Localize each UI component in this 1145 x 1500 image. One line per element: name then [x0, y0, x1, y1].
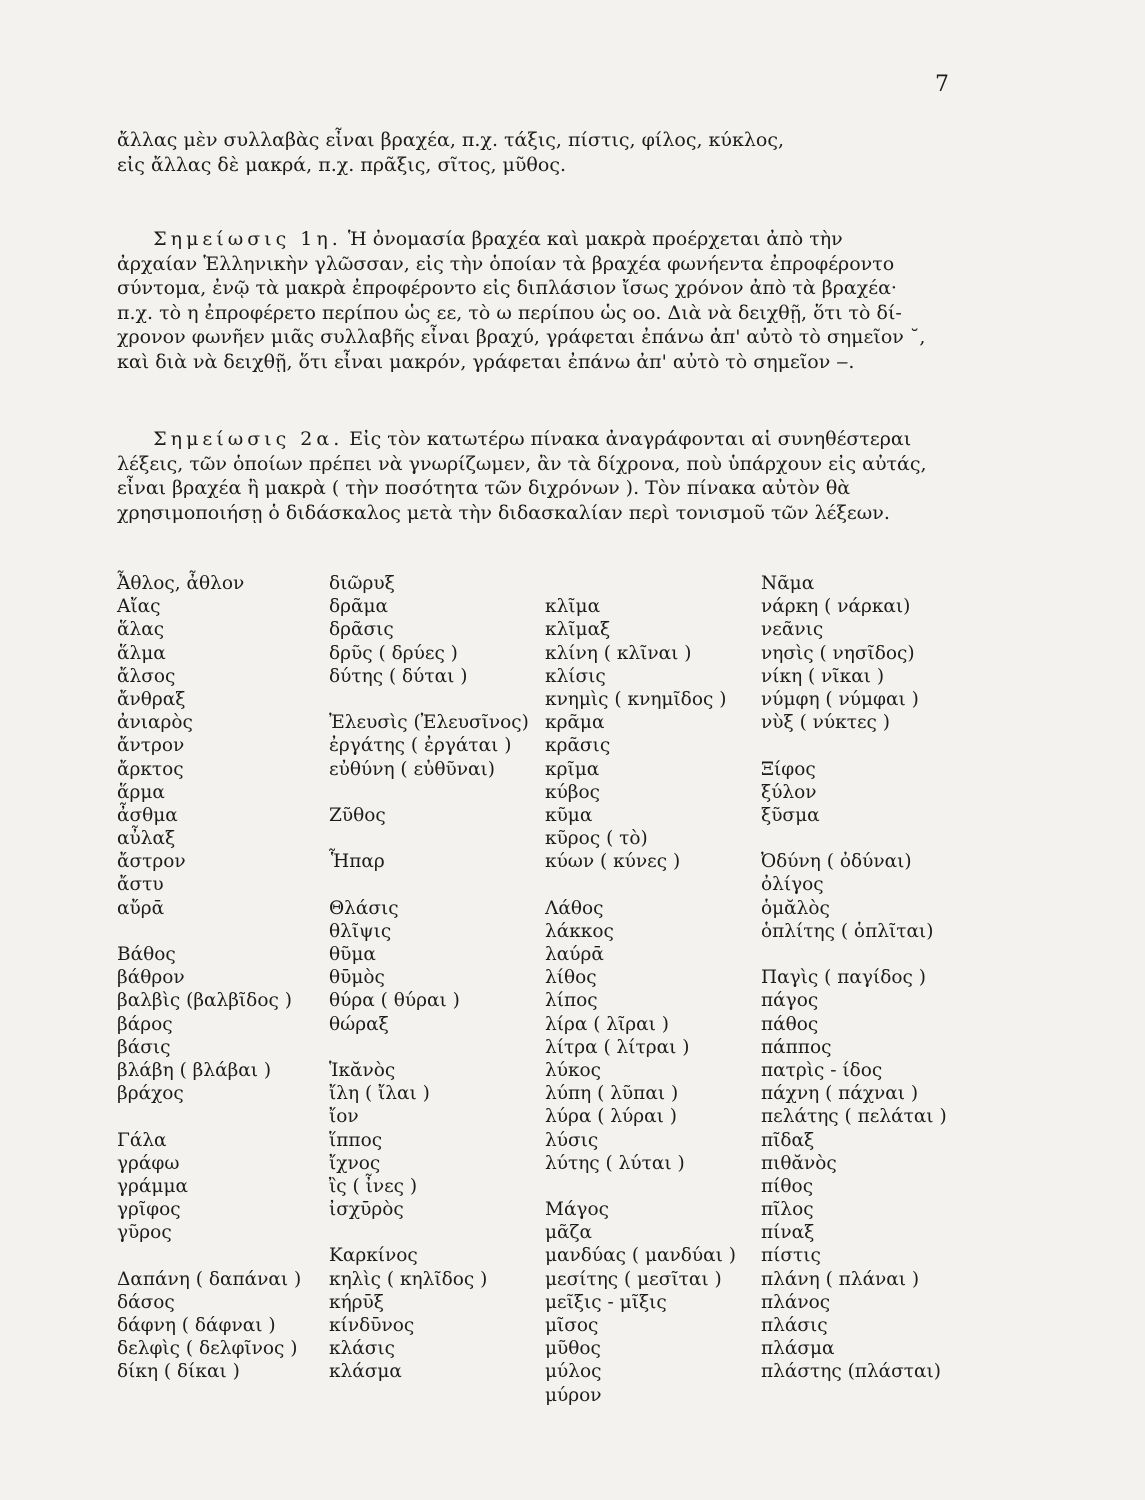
word-entry: γρῖφος [117, 1199, 181, 1221]
text-line [117, 227, 952, 252]
word-entry: πίναξ [761, 1222, 815, 1244]
word-entry: κῦμα [545, 804, 593, 826]
word-entry: πλάνη ( πλάναι ) [761, 1268, 920, 1290]
text-line: εἶναι βραχέα ἢ μακρὰ ( τὴν ποσότητα τῶν διχρόνων ). Τὸν πίνακα αὐτὸν θὰ [117, 477, 851, 499]
word-entry: δρῦς ( δρύες ) [329, 642, 458, 664]
word-entry: πῖδαξ [761, 1129, 815, 1151]
word-entry [117, 1244, 301, 1267]
word-entry: ἅλας [117, 619, 165, 641]
word-entry: πλάνος [761, 1291, 831, 1313]
word-entry: μᾶζα [545, 1222, 593, 1244]
word-entry: κλίνη ( κλῖναι ) [545, 642, 692, 664]
word-entry: πάππος [761, 1036, 832, 1058]
word-entry: πάχνη ( πάχναι ) [761, 1083, 919, 1105]
word-entry: ἴον [329, 1106, 359, 1128]
word-entry: κηλὶς ( κηλῖδος ) [329, 1268, 488, 1290]
word-entry: νίκη ( νῖκαι ) [761, 665, 885, 687]
word-entry: ἅρμα [117, 781, 165, 803]
word-entry: λύτης ( λύται ) [545, 1152, 685, 1174]
word-entry: μεῖξις - μῖξις [545, 1291, 667, 1313]
word-entry: Θλάσις [329, 897, 399, 919]
word-entry: πάθος [761, 1013, 819, 1035]
word-entry: ἄρκτος [117, 758, 184, 780]
word-entry: νάρκη ( νάρκαι) [761, 596, 911, 618]
word-entry: κίνδῡνος [329, 1315, 415, 1336]
word-entry: λίτρα ( λίτραι ) [545, 1036, 690, 1058]
word-entry: δρᾶμα [329, 596, 389, 618]
word-entry: λίθος [545, 967, 597, 989]
word-entry: πλάστης (πλάσται) [761, 1361, 941, 1383]
word-entry: βλάβη ( βλάβαι ) [117, 1059, 272, 1081]
word-entry [117, 1105, 301, 1128]
word-entry: δρᾶσις [329, 619, 394, 641]
word-entry: δάφνη ( δάφναι ) [117, 1315, 276, 1336]
word-entry: λύσις [545, 1129, 599, 1151]
word-entry: Λάθος [545, 897, 604, 919]
note-1-paragraph [117, 227, 952, 374]
word-entry [545, 1175, 736, 1198]
word-entry: νησὶς ( νησῖδος) [761, 642, 915, 664]
word-entry: Μάγος [545, 1199, 609, 1221]
word-entry: ὁμᾰλὸς [761, 897, 830, 919]
word-column-4 [761, 572, 947, 1384]
word-entry: ἴλη ( ἴλαι ) [329, 1083, 430, 1105]
word-entry: νεᾶνις [761, 619, 824, 641]
word-entry: ἰσχῡρὸς [329, 1199, 404, 1221]
word-entry: Ἧπαρ [329, 851, 385, 873]
word-entry [761, 827, 947, 850]
word-entry: κλίσις [545, 665, 606, 687]
word-entry: κλάσις [329, 1338, 396, 1360]
word-column-1 [117, 572, 301, 1384]
word-entry: ξύλον [761, 781, 817, 803]
word-entry: Αἴας [117, 596, 161, 618]
word-entry: Ἱκᾰνὸς [329, 1059, 396, 1081]
text-line: εἰς ἄλλας δὲ μακρά, π.χ. πρᾶξις, σῖτος, μῦθος. [117, 153, 566, 176]
word-entry: μύρον [545, 1384, 602, 1406]
word-entry: λύρα ( λύραι ) [545, 1106, 678, 1128]
word-entry: νύμφη ( νύμφαι ) [761, 688, 919, 710]
note-2-first-line: Εἰς τὸν κατωτέρω πίνακα ἀναγράφονται αἱ συνηθέστεραι [343, 428, 912, 450]
intro-paragraph [117, 128, 952, 177]
word-entry: Δαπάνη ( δαπάναι ) [117, 1268, 302, 1290]
word-entry: πάγος [761, 990, 819, 1012]
word-entry: μύλος [545, 1361, 602, 1383]
word-entry: Ζῦθος [329, 804, 386, 826]
word-entry: ἲς ( ἶνες ) [329, 1175, 418, 1197]
word-entry [117, 920, 301, 943]
word-entry: ξῦσμα [761, 804, 820, 826]
word-entry: ὁπλίτης ( ὁπλῖται) [761, 920, 934, 942]
word-entry: μανδύας ( μανδύαι ) [545, 1245, 736, 1267]
text-line [117, 427, 952, 452]
word-entry: Νᾶμα [761, 573, 815, 594]
text-line: ἀρχαίαν Ἑλληνικὴν γλῶσσαν, εἰς τὴν ὁποίαν τὰ βραχέα φωνήεντα ἐπροφέροντο [117, 252, 895, 275]
word-entry: κρᾶμα [545, 712, 605, 734]
word-entry [761, 943, 947, 966]
word-entry: κλῖμα [545, 596, 601, 618]
text-line: χρονον φωνῆεν μιᾶς συλλαβῆς εἶναι βραχύ, γράφεται ἐπάνω ἀπ' αὐτὸ τὸ σημεῖον ˘, [117, 326, 926, 348]
word-entry: ἄλσος [117, 665, 176, 687]
word-entry: ἄντρον [117, 735, 185, 757]
word-entry: θύρα ( θύραι ) [329, 990, 460, 1012]
word-entry: γράφω [117, 1152, 180, 1174]
word-entry: Γάλα [117, 1129, 167, 1151]
word-entry: βαλβὶς (βαλβῖδος ) [117, 990, 292, 1012]
word-entry: μεσίτης ( μεσῖται ) [545, 1268, 722, 1290]
word-entry: ἵππος [329, 1129, 383, 1151]
word-entry: Ξίφος [761, 758, 816, 780]
word-entry: κύβος [545, 781, 601, 803]
word-entry: Καρκίνος [329, 1245, 418, 1267]
word-entry: δύτης ( δύται ) [329, 665, 468, 687]
word-entry: Ἐλευσὶς (Ἐλευσῖνος) [329, 712, 529, 734]
word-entry: λίπος [545, 990, 598, 1012]
note-1-first-line: Ἡ ὀνομασία βραχέα καὶ μακρὰ προέρχεται ἀπὸ τὴν [341, 228, 843, 250]
word-entry: λύπη ( λῦπαι ) [545, 1083, 679, 1105]
word-entry: δίκη ( δίκαι ) [117, 1361, 240, 1383]
word-entry: Παγὶς ( παγίδος ) [761, 967, 926, 989]
word-entry [329, 827, 529, 850]
word-entry: κνημὶς ( κνημῖδος ) [545, 688, 727, 710]
word-entry: κρᾶσις [545, 735, 611, 757]
word-entry: θώραξ [329, 1013, 389, 1035]
word-entry: ἀνιαρὸς [117, 712, 193, 734]
word-entry: πίθος [761, 1175, 814, 1197]
word-entry: νὺξ ( νύκτες ) [761, 712, 890, 734]
word-entry: μῦθος [545, 1338, 601, 1360]
word-entry: ἄστρον [117, 851, 186, 873]
word-entry: ὀλίγος [761, 874, 824, 896]
word-entry: διῶρυξ [329, 573, 395, 594]
word-entry: πιθᾰνὸς [761, 1152, 837, 1174]
word-entry [329, 688, 529, 711]
word-entry: λίρα ( λῖραι ) [545, 1013, 670, 1035]
word-entry [329, 781, 529, 804]
word-entry: δελφὶς ( δελφῖνος ) [117, 1338, 298, 1360]
word-entry: βάρος [117, 1013, 173, 1035]
word-entry: κῦρος ( τὸ) [545, 828, 648, 850]
word-entry: κλῖμαξ [545, 619, 611, 641]
word-entry: κήρῡξ [329, 1291, 384, 1313]
word-entry [329, 873, 529, 896]
text-line: π.χ. τὸ η ἐπροφέρετο περίπου ὡς εε, τὸ ω περίπου ὡς οο. Διὰ νὰ δειχθῇ, ὅτι τὸ δί- [117, 301, 902, 324]
word-entry: ἴχνος [329, 1152, 381, 1174]
text-line: χρησιμοποιήσῃ ὁ διδάσκαλος μετὰ τὴν διδασκαλίαν περὶ τονισμοῦ τῶν λέξεων. [117, 501, 890, 524]
word-entry: Ὀδύνη ( ὀδύναι) [761, 851, 912, 873]
word-entry: λαύρᾱ [545, 944, 604, 965]
word-entry: βάσις [117, 1036, 171, 1058]
word-entry: πατρὶς - ίδος [761, 1059, 883, 1081]
word-entry: ἐργάτης ( ἐργάται ) [329, 735, 512, 757]
word-entry: ἄνθραξ [117, 688, 186, 710]
word-entry: πελάτης ( πελάται ) [761, 1106, 947, 1128]
text-line: σύντομα, ἐνῷ τὰ μακρὰ ἐπροφέροντο εἰς διπλάσιον ἴσως χρόνον ἀπὸ τὰ βραχέα· [117, 277, 897, 299]
word-entry: θῦμα [329, 944, 376, 965]
word-column-2 [329, 572, 529, 1384]
word-entry [545, 572, 736, 595]
word-entry: κλάσμα [329, 1361, 402, 1383]
word-entry: κρῖμα [545, 758, 600, 780]
word-entry [329, 1221, 529, 1244]
word-entry: ἅλμα [117, 642, 166, 664]
page-number: 7 [935, 72, 949, 97]
text-line: ἄλλας μὲν συλλαβὰς εἶναι βραχέα, π.χ. τάξις, πίστις, φίλος, κύκλος, [117, 129, 785, 151]
word-entry: θλῖψις [329, 920, 392, 942]
word-entry: γράμμα [117, 1175, 188, 1197]
word-entry: Ἆθλος, ἆθλον [117, 573, 245, 594]
note-2-paragraph [117, 427, 952, 525]
word-entry: κύων ( κύνες ) [545, 851, 681, 873]
word-entry: εὐθύνη ( εὐθῦναι) [329, 758, 495, 780]
word-entry: μῖσος [545, 1315, 599, 1336]
word-entry: γῦρος [117, 1222, 172, 1244]
word-entry: αὖλαξ [117, 828, 176, 850]
text-line: λέξεις, τῶν ὁποίων πρέπει νὰ γνωρίζωμεν, ἂν τὰ δίχρονα, ποὺ ὑπάρχουν εἰς αὐτάς, [117, 452, 927, 475]
word-entry [545, 873, 736, 896]
word-entry [761, 734, 947, 757]
word-entry [329, 1036, 529, 1059]
text-line: καὶ διὰ νὰ δειχθῇ, ὅτι εἶναι μακρόν, γράφεται ἐπάνω ἀπ' αὐτὸ τὸ σημεῖον ‒. [117, 350, 855, 373]
word-entry: λύκος [545, 1059, 602, 1081]
word-entry: δάσος [117, 1291, 175, 1313]
word-entry: πλάσμα [761, 1338, 835, 1360]
word-column-3 [545, 572, 736, 1407]
word-entry: πῖλος [761, 1199, 814, 1221]
word-entry: ἄστυ [117, 874, 164, 896]
note-1-label: Σημείωσις 1η. [153, 228, 342, 250]
word-entry: Βάθος [117, 944, 176, 965]
word-entry: αὔρᾱ [117, 897, 165, 919]
note-2-label: Σημείωσις 2α. [153, 428, 344, 450]
word-entry: ἆσθμα [117, 804, 178, 826]
word-entry: πίστις [761, 1245, 821, 1267]
word-entry: βάθρον [117, 967, 185, 989]
word-entry: πλάσις [761, 1315, 828, 1336]
word-entry: βράχος [117, 1083, 184, 1105]
word-entry: λάκκος [545, 920, 614, 942]
word-entry: θῡμὸς [329, 967, 385, 989]
